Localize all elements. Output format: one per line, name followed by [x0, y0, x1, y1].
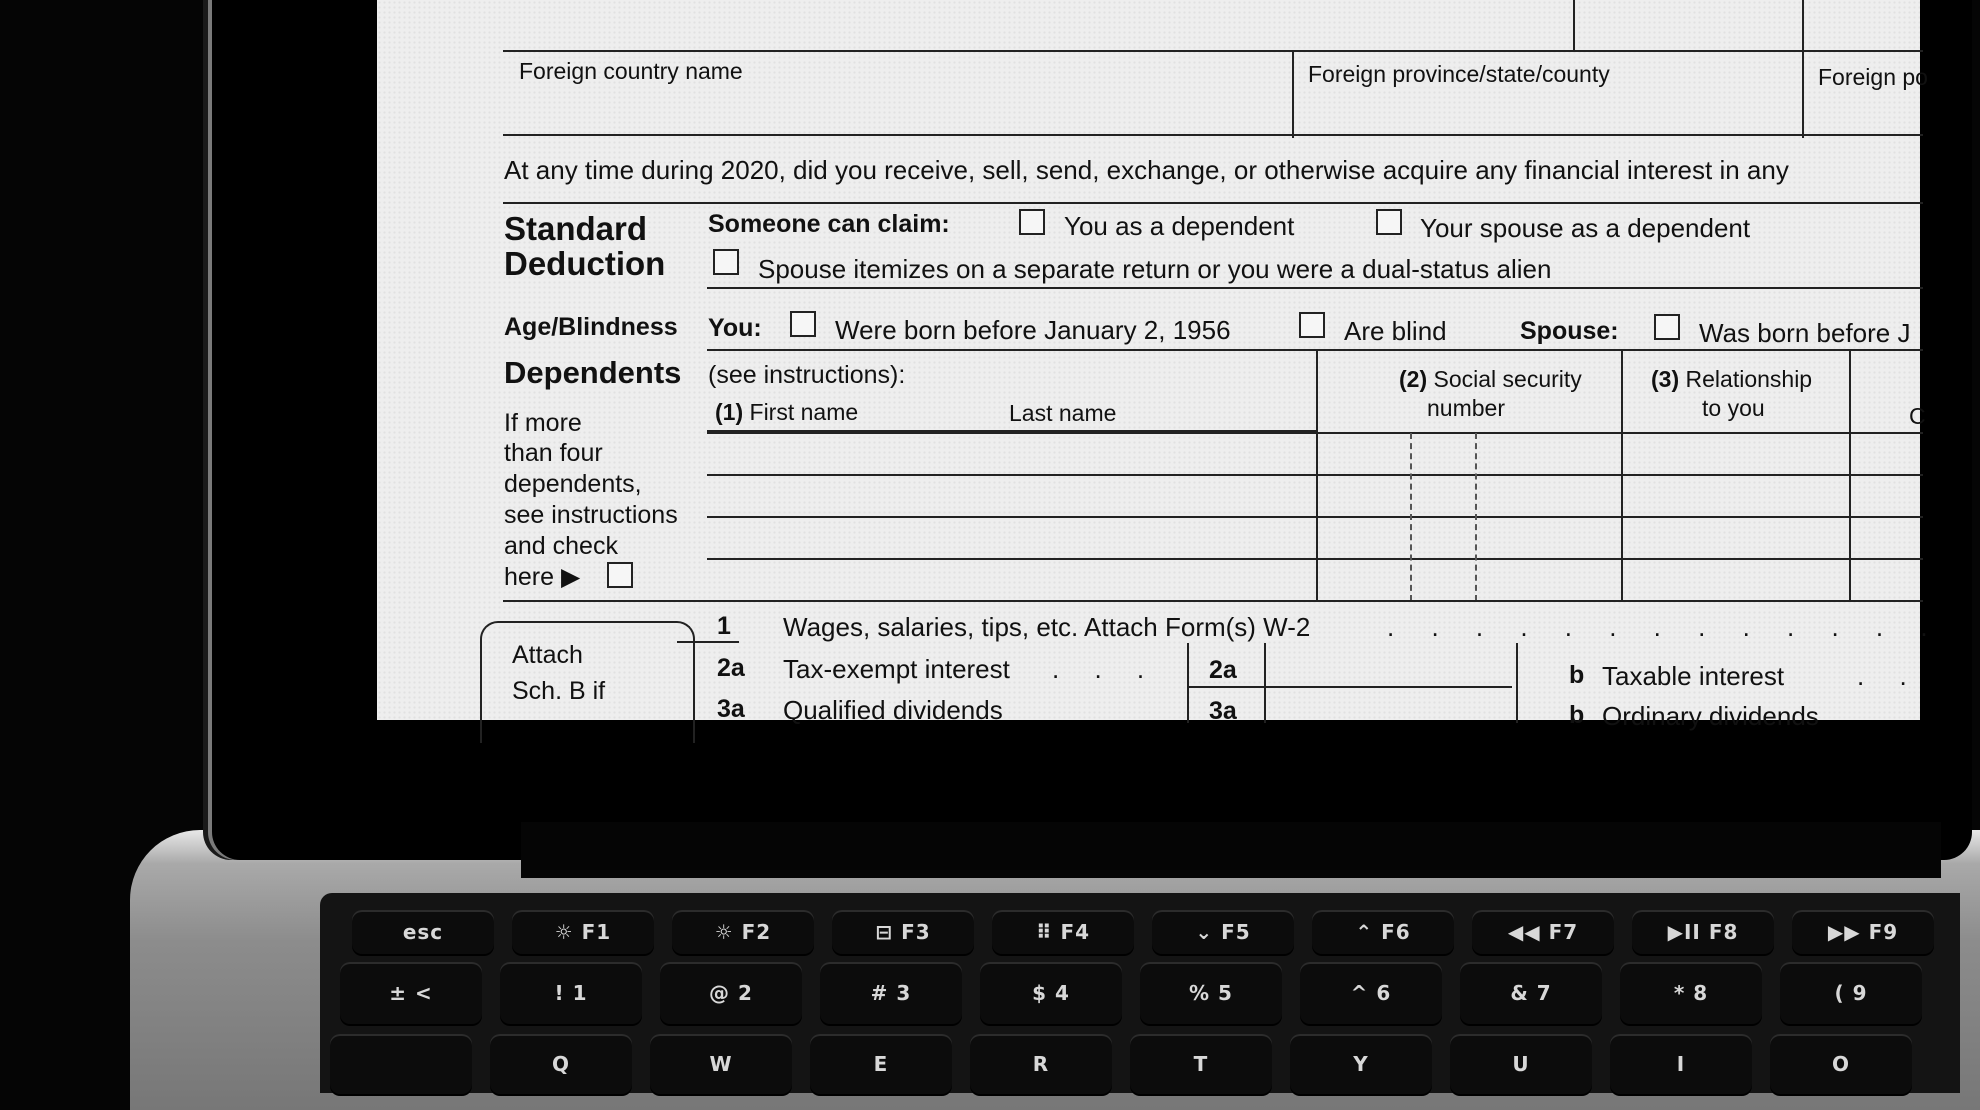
virtual-currency-question: At any time during 2020, did you receive, sell, send, exchange, or otherwise acquire any financial interest in any	[504, 155, 1789, 185]
letter-key[interactable]: E	[810, 1034, 952, 1094]
you-label: You:	[708, 314, 762, 342]
divider	[503, 202, 1923, 204]
attach-note: Attach	[512, 641, 583, 669]
line-1-number: 1	[717, 612, 731, 640]
leader-dots: . .	[1857, 661, 1921, 691]
table-row-divider	[707, 516, 1923, 518]
dependents-note: If more	[504, 409, 582, 437]
letter-key[interactable]: Q	[490, 1034, 632, 1094]
number-key[interactable]: ( 9	[1780, 962, 1922, 1024]
dependents-heading: Dependents	[504, 355, 682, 390]
age-blindness-heading: Age/Blindness	[504, 313, 678, 341]
spouse-as-dependent-checkbox[interactable]	[1376, 209, 1402, 235]
table-row-divider	[707, 558, 1923, 560]
number-key[interactable]: ^ 6	[1300, 962, 1442, 1024]
line-3b-letter: b	[1569, 701, 1585, 729]
divider	[503, 134, 1923, 136]
you-as-dependent-label: You as a dependent	[1064, 211, 1295, 241]
divider	[503, 50, 1923, 52]
spouse-born-before-label: Was born before J	[1699, 318, 1911, 348]
table-row-divider	[707, 474, 1923, 476]
divider	[503, 600, 1923, 602]
divider	[1802, 50, 1804, 138]
foreign-postal-label: Foreign po	[1818, 64, 1928, 90]
divider	[1187, 643, 1189, 723]
attach-note: Sch. B if	[512, 677, 606, 705]
dependents-note-here: here ▶	[504, 563, 581, 591]
function-key[interactable]: ⊟ F3	[832, 910, 974, 954]
dependents-col4-header: C	[1909, 403, 1926, 429]
standard-deduction-heading: Standard	[504, 210, 648, 247]
number-key[interactable]: & 7	[1460, 962, 1602, 1024]
number-key[interactable]: * 8	[1620, 962, 1762, 1024]
letter-key[interactable]: I	[1610, 1034, 1752, 1094]
line-2a-box-label: 2a	[1209, 656, 1237, 684]
number-key[interactable]: ± <	[340, 962, 482, 1024]
divider	[1573, 0, 1575, 52]
dependents-col2-header: number	[1427, 395, 1505, 421]
see-instructions-label: (see instructions):	[708, 361, 906, 389]
leader-dots: . . . . . . . . . . . . .	[1387, 612, 1943, 642]
you-blind-checkbox[interactable]	[1299, 312, 1325, 338]
laptop-hinge	[521, 822, 1941, 878]
more-dependents-checkbox[interactable]	[607, 562, 633, 588]
function-key[interactable]: ⠿ F4	[992, 910, 1134, 954]
divider	[1849, 350, 1851, 602]
leader-dots: . . .	[1052, 654, 1159, 684]
number-key[interactable]: @ 2	[660, 962, 802, 1024]
divider	[707, 287, 1923, 289]
line-2b-letter: b	[1569, 661, 1585, 689]
spouse-as-dependent-label: Your spouse as a dependent	[1420, 213, 1751, 243]
line-3a-number: 3a	[717, 695, 745, 723]
letter-key[interactable]: O	[1770, 1034, 1912, 1094]
letter-key[interactable]: W	[650, 1034, 792, 1094]
line-2a-label: Tax-exempt interest	[783, 654, 1010, 684]
function-key[interactable]: ▶II F8	[1632, 910, 1774, 954]
number-key[interactable]: # 3	[820, 962, 962, 1024]
spouse-itemizes-label: Spouse itemizes on a separate return or you were a dual-status alien	[758, 254, 1552, 284]
dependents-note: see instructions	[504, 501, 678, 529]
line-3b-label: Ordinary dividends	[1602, 701, 1819, 731]
divider	[677, 641, 739, 643]
number-key[interactable]: $ 4	[980, 962, 1122, 1024]
someone-can-claim-label: Someone can claim:	[708, 210, 950, 238]
line-1-label: Wages, salaries, tips, etc. Attach Form(s) W-2	[783, 612, 1311, 642]
dependents-col1-header: (1) First name	[715, 399, 859, 425]
letter-key[interactable]: U	[1450, 1034, 1592, 1094]
you-born-before-label: Were born before January 2, 1956	[835, 315, 1231, 345]
divider	[707, 349, 1923, 351]
divider	[1621, 350, 1623, 602]
letter-key[interactable]: R	[970, 1034, 1112, 1094]
line-3a-label: Qualified dividends	[783, 695, 1003, 725]
function-key[interactable]: ⌃ F6	[1312, 910, 1454, 954]
you-as-dependent-checkbox[interactable]	[1019, 209, 1045, 235]
function-key[interactable]: ◀◀ F7	[1472, 910, 1614, 954]
divider	[1516, 643, 1518, 723]
dependents-note: dependents,	[504, 470, 642, 498]
dependents-col3-header: (3) Relationship	[1651, 366, 1813, 392]
line-2a-number: 2a	[717, 654, 745, 682]
you-born-before-checkbox[interactable]	[790, 311, 816, 337]
you-blind-label: Are blind	[1344, 316, 1447, 346]
table-row-divider	[707, 432, 1923, 434]
divider	[1316, 350, 1318, 602]
line-2b-label: Taxable interest	[1602, 661, 1785, 691]
letter-key[interactable]	[330, 1034, 472, 1094]
divider	[1264, 643, 1266, 723]
letter-key[interactable]: Y	[1290, 1034, 1432, 1094]
number-key[interactable]: ! 1	[500, 962, 642, 1024]
dependents-note: than four	[504, 439, 603, 467]
function-key[interactable]: ☼ F1	[512, 910, 654, 954]
divider	[1292, 50, 1294, 138]
divider	[1802, 0, 1804, 52]
standard-deduction-heading: Deduction	[504, 245, 666, 282]
ssn-separator	[1475, 433, 1477, 601]
spouse-itemizes-checkbox[interactable]	[713, 249, 739, 275]
dependents-col3-header: to you	[1702, 395, 1765, 421]
line-3a-box-label: 3a	[1209, 697, 1237, 725]
screen-tax-form	[377, 0, 1943, 731]
function-key[interactable]: esc	[352, 910, 494, 954]
number-key[interactable]: % 5	[1140, 962, 1282, 1024]
spouse-born-before-checkbox[interactable]	[1654, 314, 1680, 340]
foreign-province-label: Foreign province/state/county	[1308, 61, 1610, 87]
spouse-label: Spouse:	[1520, 317, 1619, 345]
function-key[interactable]: ▶▶ F9	[1792, 910, 1934, 954]
function-key[interactable]: ☼ F2	[672, 910, 814, 954]
dependents-note: and check	[504, 532, 618, 560]
dependents-col2-header: (2) Social security	[1399, 366, 1582, 392]
letter-key[interactable]: T	[1130, 1034, 1272, 1094]
divider	[1187, 686, 1512, 688]
foreign-country-label: Foreign country name	[519, 58, 743, 84]
function-key[interactable]: ⌄ F5	[1152, 910, 1294, 954]
ssn-separator	[1410, 433, 1412, 601]
dependents-col1-last-header: Last name	[1009, 400, 1117, 426]
